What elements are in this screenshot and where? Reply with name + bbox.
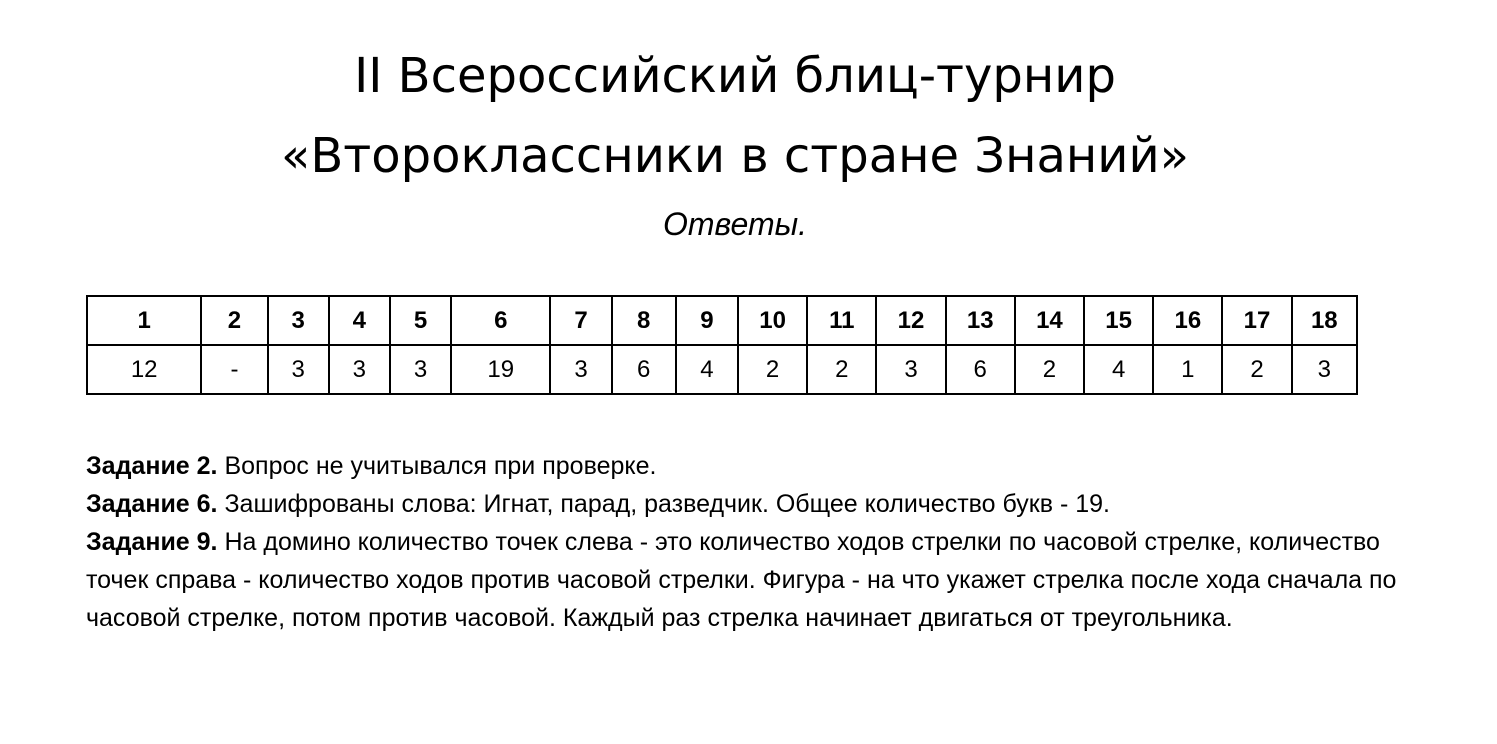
document-subtitle: Ответы. bbox=[662, 206, 808, 242]
answer-cell: 3 bbox=[1292, 345, 1357, 394]
answer-cell: 1 bbox=[1153, 345, 1222, 394]
note-label: Задание 9. bbox=[86, 528, 218, 556]
task-number-cell: 15 bbox=[1084, 296, 1153, 345]
note-text: Вопрос не учитывался при проверке. bbox=[217, 452, 657, 480]
answer-cell: 3 bbox=[550, 345, 611, 394]
answer-row bbox=[87, 345, 1357, 394]
task-number-cell: 3 bbox=[268, 296, 329, 345]
task-number-cell: 9 bbox=[676, 296, 738, 345]
note-label: Задание 2. bbox=[86, 452, 218, 480]
note-task-6 bbox=[86, 485, 1426, 523]
answer-cell: 12 bbox=[87, 345, 201, 394]
task-number-cell: 8 bbox=[612, 296, 676, 345]
answer-cell: 2 bbox=[1015, 345, 1084, 394]
note-task-2 bbox=[86, 447, 1426, 485]
answer-cell: 4 bbox=[676, 345, 738, 394]
task-number-cell: 13 bbox=[946, 296, 1015, 345]
task-number-cell: 7 bbox=[550, 296, 611, 345]
task-number-cell: 16 bbox=[1153, 296, 1222, 345]
answer-cell: - bbox=[201, 345, 267, 394]
document-title-line-2: «Второклассники в стране Знаний» bbox=[280, 128, 1189, 184]
answer-cell: 19 bbox=[451, 345, 550, 394]
note-text: Зашифрованы слова: Игнат, парад, разведчик. Общее количество букв - 19. bbox=[217, 490, 1110, 518]
task-notes bbox=[86, 447, 1426, 637]
task-number-cell: 2 bbox=[201, 296, 267, 345]
answer-cell: 3 bbox=[390, 345, 451, 394]
answer-cell: 2 bbox=[738, 345, 807, 394]
answer-cell: 4 bbox=[1084, 345, 1153, 394]
note-text: На домино количество точек слева - это количество ходов стрелки по часовой стрелке, количество точек справа - количество ходов против часовой стрелки. Фигура - на что укажет стрелка после хода сначала по часовой стрелке, потом против часовой. Каждый раз стрелка начинает двигаться от треугольника. bbox=[86, 528, 1397, 632]
task-number-cell: 5 bbox=[390, 296, 451, 345]
task-number-cell: 10 bbox=[738, 296, 807, 345]
note-task-9 bbox=[86, 523, 1426, 637]
task-number-cell: 18 bbox=[1292, 296, 1357, 345]
answer-cell: 3 bbox=[268, 345, 329, 394]
document-title-line-1: II Всероссийский блиц-турнир bbox=[354, 48, 1116, 104]
task-number-cell: 6 bbox=[451, 296, 550, 345]
task-number-cell: 11 bbox=[807, 296, 876, 345]
task-number-cell: 4 bbox=[329, 296, 390, 345]
answer-cell: 6 bbox=[612, 345, 676, 394]
task-number-row bbox=[87, 296, 1357, 345]
task-number-cell: 17 bbox=[1222, 296, 1291, 345]
task-number-cell: 12 bbox=[876, 296, 945, 345]
answer-cell: 2 bbox=[807, 345, 876, 394]
note-label: Задание 6. bbox=[86, 490, 218, 518]
task-number-cell: 14 bbox=[1015, 296, 1084, 345]
answers-table bbox=[86, 295, 1358, 395]
answer-cell: 3 bbox=[329, 345, 390, 394]
answer-cell: 3 bbox=[876, 345, 945, 394]
answer-cell: 2 bbox=[1222, 345, 1291, 394]
task-number-cell: 1 bbox=[87, 296, 201, 345]
answer-cell: 6 bbox=[946, 345, 1015, 394]
